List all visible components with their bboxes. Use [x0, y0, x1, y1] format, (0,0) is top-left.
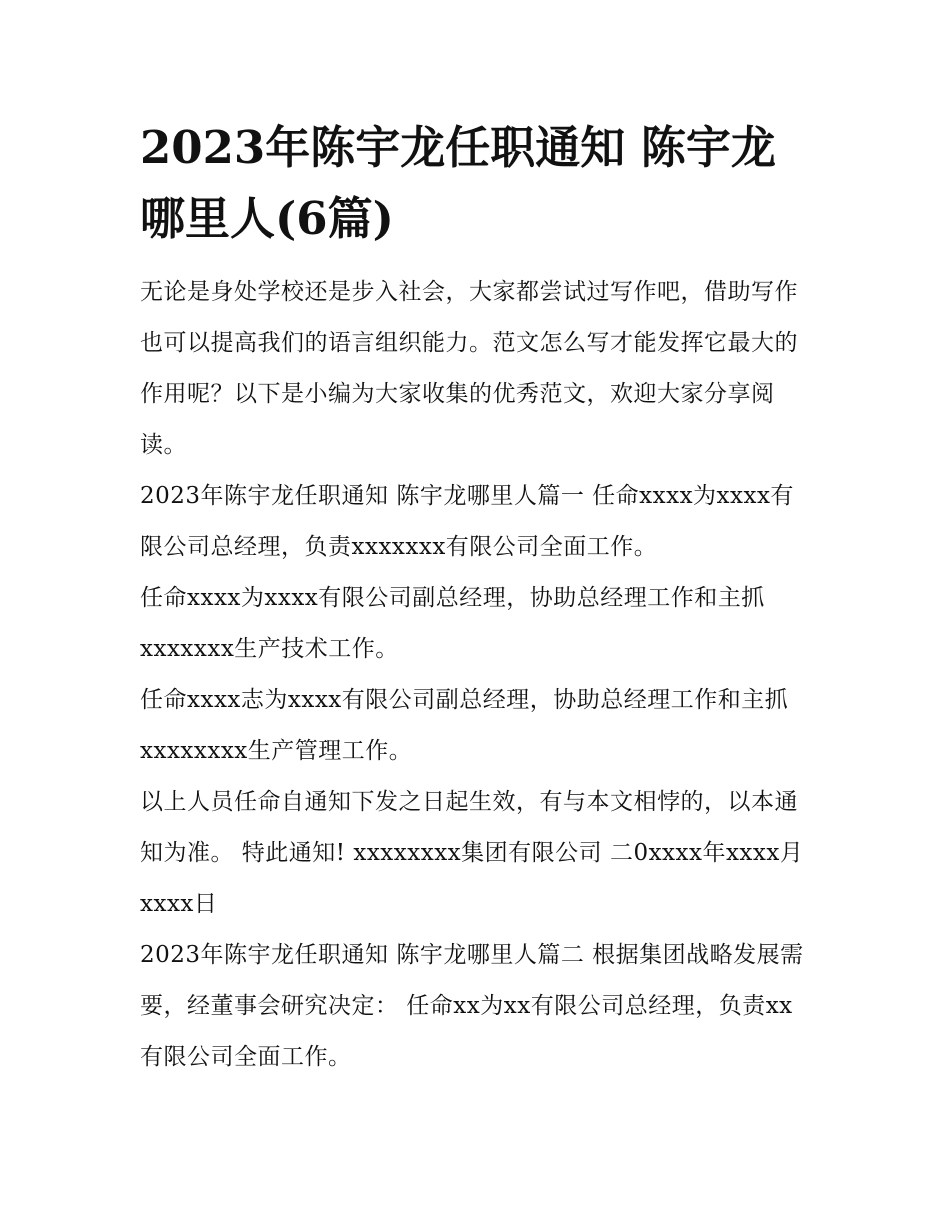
- paragraph-effective-notice: 以上人员任命自通知下发之日起生效，有与本文相悖的，以本通知为准。 特此通知! xxxxxxxx集团有限公司 二0xxxx年xxxx月xxxx日: [140, 789, 804, 917]
- document-body: [140, 112, 812, 1083]
- paragraph-section-one: 2023年陈宇龙任职通知 陈宇龙哪里人篇一 任命xxxx为xxxx有限公司总经理，负责xxxxxxx有限公司全面工作。: [140, 483, 794, 560]
- paragraph-deputy-technical: 任命xxxx为xxxx有限公司副总经理，协助总经理工作和主抓xxxxxxx生产技术工作。: [140, 585, 765, 662]
- document-title: 2023年陈宇龙任职通知 陈宇龙哪里人(6篇): [140, 121, 776, 245]
- paragraph-intro: 无论是身处学校还是步入社会，大家都尝试过写作吧，借助写作也可以提高我们的语言组织能力。范文怎么写才能发挥它最大的作用呢？以下是小编为大家收集的优秀范文，欢迎大家分享阅读。: [140, 279, 798, 458]
- paragraph-deputy-production: 任命xxxx志为xxxx有限公司副总经理，协助总经理工作和主抓xxxxxxxx生产管理工作。: [140, 687, 789, 764]
- paragraph-section-two: 2023年陈宇龙任职通知 陈宇龙哪里人篇二 根据集团战略发展需要，经董事会研究决定： 任命xx为xx有限公司总经理，负责xx有限公司全面工作。: [140, 942, 804, 1070]
